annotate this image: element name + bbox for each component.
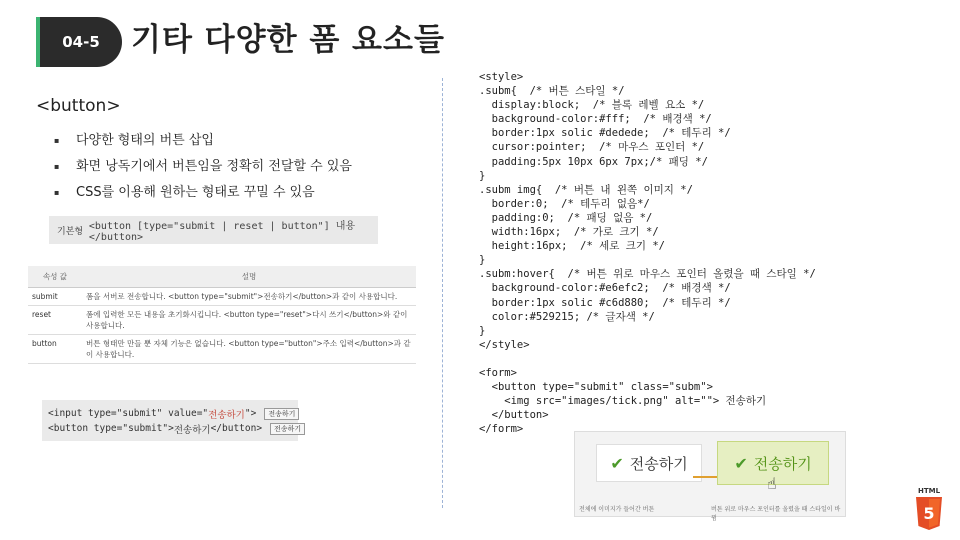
button-demo-panel [574, 431, 846, 522]
code-text: </button> [210, 423, 263, 434]
sample-button-element[interactable]: 전송하기 [270, 423, 305, 435]
list-item: ▪ CSS를 이용해 원하는 형태로 꾸밀 수 있음 [54, 180, 352, 206]
table-header-row [28, 266, 416, 288]
column-divider [442, 78, 443, 508]
feature-list [54, 128, 352, 206]
caption-hover: 버튼 위로 마우스 포인터를 올렸을 때 스타일이 바뀜 [711, 506, 841, 522]
element-heading: <button> [36, 96, 121, 116]
code-text: "> [244, 408, 257, 419]
table-header: 설명 [82, 266, 416, 288]
table-cell-key: reset [28, 306, 82, 335]
basic-syntax-code: <button [type="submit | reset | button"] 내용 </button> [88, 221, 356, 243]
basic-syntax-label: 기본형 [57, 226, 84, 237]
attribute-table [28, 266, 416, 364]
submit-button-normal[interactable] [596, 444, 702, 482]
list-item: ▪ 다양한 형태의 버튼 삽입 [54, 128, 352, 154]
html5-logo-text: HTML [917, 487, 941, 495]
code-text: <input type="submit" value=" [48, 408, 209, 419]
table-row [28, 306, 416, 335]
code-text: 전송하기 [173, 424, 211, 436]
tick-icon: ✔ [734, 453, 748, 473]
table-cell-desc: 폼에 입력한 모든 내용을 초기화시킵니다. <button type="reset">다시 쓰기</button>와 같이 사용합니다. [82, 306, 416, 335]
table-cell-desc: 폼을 서버로 전송합니다. <button type="submit">전송하기</button>과 같이 사용합니다. [82, 288, 416, 306]
table-row [28, 335, 416, 364]
css-html-code-block: <style> .subm{ /* 버튼 스타일 */ display:block; /* 블록 레벨 요소 */ background-color:#fff; /* 배경색 */ border:1px solic #dedede; /* 테두리 */ cursor:pointer; /* 마우스 포인터 */ padding:5px 10px 6px 7px;/* 패딩 */ } .subm img{ /* 버튼 내 왼쪽 이미지 */ border:0; /* 테두리 없음*/ padding:0; /* 패딩 없음 */ width:16px; /* 가로 크기 */ height:16px; /* 세로 크기 */ } .subm:hover{ /* 버튼 위로 마우스 포인터 올렸을 때 스타일 */ background-color:#e6efc2; /* 배경색 */ border:1px solic #c6d880; /* 테두리 */ color:#529215; /* 글자색 */ } </style> <form> <button type="submit" class="subm"> <img src="images/tick.png" alt=""> 전송하기 </button> </form> [479, 71, 816, 436]
code-value: 전송하기 [208, 409, 245, 421]
hand-cursor-icon: ☝ [767, 474, 777, 493]
page-title: 기타 다양한 폼 요소들 [131, 22, 445, 58]
example-line-input [48, 406, 298, 421]
sample-submit-button[interactable]: 전송하기 [264, 408, 299, 420]
tick-icon: ✔ [610, 453, 624, 473]
table-row [28, 288, 416, 306]
html5-logo [914, 487, 944, 535]
table-header: 속성 값 [28, 266, 82, 288]
table-cell-desc: 버튼 형태만 만들 뿐 자체 기능은 없습니다. <button type="button">주소 입력</button>과 같이 사용합니다. [82, 335, 416, 364]
example-code-box [42, 400, 302, 441]
code-text: <button type="submit"> [48, 423, 174, 434]
button-label: 전송하기 [629, 454, 688, 473]
html5-digit: 5 [923, 504, 935, 523]
caption-normal: 전체에 이미지가 들어간 버튼 [579, 506, 655, 513]
section-badge: 04-5 [36, 17, 122, 67]
basic-syntax-box [49, 216, 378, 244]
table-cell-key: button [28, 335, 82, 364]
html5-shield-icon [914, 497, 944, 531]
table-cell-key: submit [28, 288, 82, 306]
list-item: ▪ 화면 낭독기에서 버튼임을 정확히 전달할 수 있음 [54, 154, 352, 180]
example-line-button [48, 421, 302, 436]
button-label: 전송하기 [753, 454, 812, 473]
